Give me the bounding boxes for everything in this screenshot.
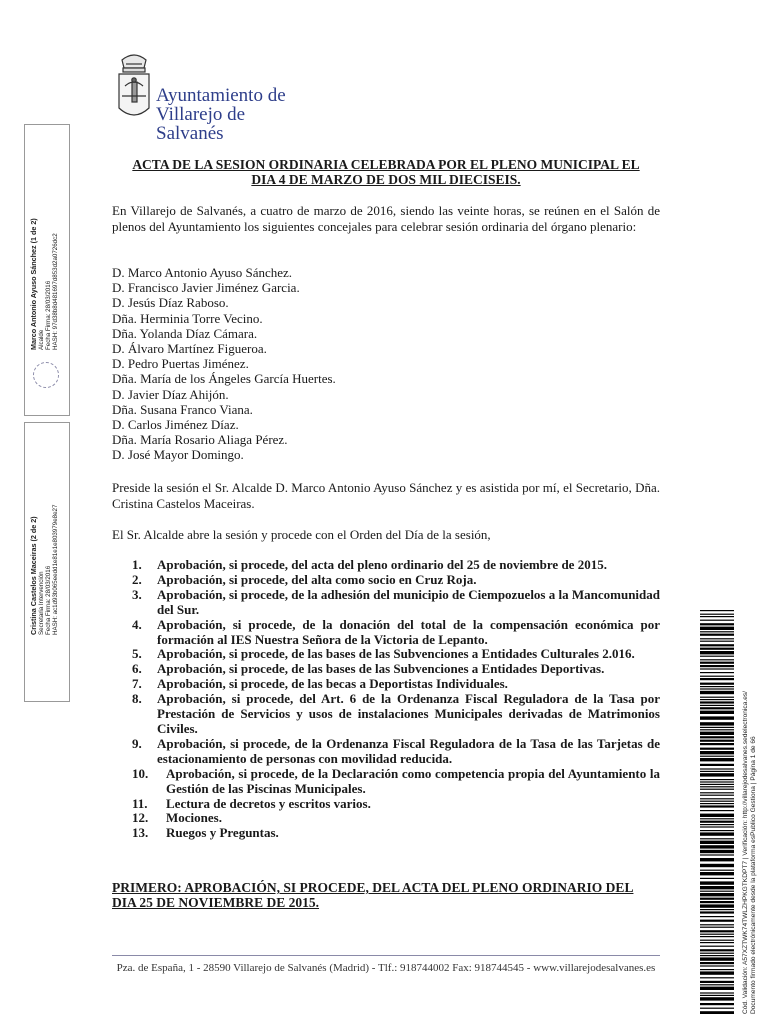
agenda-text: Aprobación, si procede, de la donación del total de la compensación económica por formación al IES Nuestra Señora de la Victoria de Lepanto. (157, 616, 660, 647)
agenda-number: 11. (132, 795, 148, 811)
agenda-text: Aprobación, si procede, de las becas a Deportistas Individuales. (157, 676, 508, 692)
attendee-item: D. Marco Antonio Ayuso Sánchez. (112, 265, 293, 280)
signature-1-name: Marco Antonio Ayuso Sánchez (1 de 2) (29, 218, 38, 350)
document-title (112, 157, 660, 187)
agenda-item (112, 826, 660, 841)
agenda-number: 12. (132, 810, 149, 826)
signature-2-hash: HASH: ac1d93b065eedd1e81e1e803979e8e27 (52, 504, 59, 635)
agenda-number: 4. (132, 616, 142, 632)
footer-divider (112, 955, 660, 956)
signature-1-role: Alcalde (38, 329, 45, 350)
attendee-item: Dña. Yolanda Díaz Cámara. (112, 325, 258, 341)
presides-paragraph: Preside la sesión el Sr. Alcalde D. Marco Antonio Ayuso Sánchez y es asistida por mí, el Secretario, Dña. Cristina Castelos Maceiras. (112, 480, 660, 511)
agenda-item (112, 767, 660, 797)
signature-1-date: Fecha Firma: 28/03/2016 (45, 280, 52, 350)
signature-box-2 (24, 422, 70, 702)
agenda-text: Ruegos y Preguntas. (166, 825, 279, 841)
agenda-number: 13. (132, 825, 149, 841)
page-footer: Pza. de España, 1 - 28590 Villarejo de Salvanés (Madrid) - Tlf.: 918744002 Fax: 918744545 - www.villarejodesalvanes.es (116, 962, 656, 974)
agenda-number: 6. (132, 661, 142, 677)
opening-paragraph: El Sr. Alcalde abre la sesión y procede con el Orden del Día de la sesión, (112, 527, 491, 542)
attendee-item: Dña. Herminia Torre Vecino. (112, 310, 263, 326)
agenda-text: Mociones. (166, 810, 222, 826)
signature-1-text (30, 218, 59, 350)
attendee-item: Dña. Susana Franco Viana. (112, 401, 253, 417)
title-line-1: ACTA DE LA SESION ORDINARIA CELEBRADA POR EL PLENO MUNICIPAL EL (132, 157, 640, 172)
agenda-item (112, 662, 660, 677)
coat-of-arms-icon (112, 52, 156, 138)
agenda-item (112, 647, 660, 662)
attendee-item: D. Álvaro Martínez Figueroa. (112, 341, 267, 357)
agenda-text: Aprobación, si procede, del alta como socio en Cruz Roja. (157, 571, 477, 587)
agenda-item (112, 737, 660, 767)
attendee-item: D. Jesús Díaz Raboso. (112, 295, 229, 311)
signature-2-date: Fecha Firma: 28/03/2016 (45, 565, 52, 635)
agenda-text: Aprobación, si procede, de las bases de las Subvenciones a Entidades Deportivas. (157, 661, 605, 677)
validation-code-text (742, 691, 758, 1014)
agenda-text: Aprobación, si procede, del acta del pleno ordinario del 25 de noviembre de 2015. (157, 557, 607, 572)
attendee-list (112, 265, 336, 463)
attendee-item: D. Pedro Puertas Jiménez. (112, 356, 249, 372)
attendee-item: D. Carlos Jiménez Díaz. (112, 417, 239, 433)
agenda-list (112, 558, 660, 841)
agenda-number: 1. (132, 557, 142, 572)
logo-line-2: Villarejo de Salvanés (156, 104, 246, 144)
attendee-item: D. Javier Díaz Ahijón. (112, 386, 229, 402)
section-heading-primero: PRIMERO: APROBACIÓN, SI PROCEDE, DEL ACTA DEL PLENO ORDINARIO DEL DIA 25 DE NOVIEMBRE DE 2015. (112, 880, 634, 910)
intro-paragraph: En Villarejo de Salvanés, a cuatro de marzo de 2016, siendo las veinte horas, se reúnen en el Salón de plenos del Ayuntamiento los siguientes concejales para celebrar sesión ordinaria del órgano plenario: (112, 203, 660, 234)
agenda-item (112, 588, 660, 618)
agenda-number: 9. (132, 735, 142, 751)
agenda-number: 10. (132, 765, 149, 781)
attendee-item: Dña. María de los Ángeles García Huertes. (112, 371, 336, 387)
agenda-number: 7. (132, 676, 142, 692)
agenda-text: Aprobación, si procede, del Art. 6 de la Ordenanza Fiscal Reguladora de la Tasa por Prestación de Servicios y usos de instalaciones Municipales derivadas de Matrimonios Civiles. (157, 691, 660, 736)
logo-wordmark (156, 86, 302, 143)
agenda-text: Aprobación, si procede, de la Declaración como competencia propia del Ayuntamiento la Gestión de las Piscinas Municipales. (166, 765, 660, 796)
agenda-item (112, 797, 660, 812)
agenda-item (112, 692, 660, 737)
signature-2-text (30, 505, 59, 635)
agenda-number: 8. (132, 691, 142, 707)
agenda-item (112, 811, 660, 826)
attendee-item: D. Francisco Javier Jiménez Garcia. (112, 280, 300, 296)
agenda-number: 5. (132, 646, 142, 662)
agenda-text: Aprobación, si procede, de la Ordenanza Fiscal Reguladora de la Tasa de las Tarjetas de estacionamiento de personas con movilidad reducida. (157, 735, 660, 766)
validation-line-2: Documento firmado electrónicamente desde la plataforma esPublico Gestiona | Página 1 de 66 (750, 736, 757, 1014)
agenda-item (112, 558, 660, 573)
agenda-text: Aprobación, si procede, de la adhesión del municipio de Ciempozuelos a la Mancomunidad del Sur. (157, 586, 660, 617)
attendee-item: D. José Mayor Domingo. (112, 447, 244, 463)
signature-1-hash: HASH: 97d38b8d481697d853d2a0726dc2 (52, 233, 59, 350)
agenda-number: 2. (132, 571, 142, 587)
logo-line-1: Ayuntamiento de (156, 85, 286, 106)
municipal-logo (112, 52, 302, 144)
signature-2-role: Secretaria Intervención (38, 571, 45, 635)
agenda-item (112, 573, 660, 588)
agenda-item (112, 618, 660, 648)
agenda-item (112, 677, 660, 692)
barcode-icon (700, 610, 734, 1014)
agenda-number: 3. (132, 586, 142, 602)
title-line-2: DIA 4 DE MARZO DE DOS MIL DIECISEIS. (251, 172, 521, 187)
signature-2-name: Cristina Castelos Maceiras (2 de 2) (29, 516, 38, 635)
attendee-item: Dña. María Rosario Aliaga Pérez. (112, 432, 288, 448)
validation-line-1: Cód. Validación: A57XZTWK74TWLZHPKGTKDPT7 | Verificación: http://villarejodesalvanes.sedelectronica.es/ (742, 691, 749, 1014)
agenda-text: Lectura de decretos y escritos varios. (166, 795, 371, 811)
seal-stamp-icon (33, 362, 59, 388)
agenda-text: Aprobación, si procede, de las bases de las Subvenciones a Entidades Culturales 2.016. (157, 646, 635, 662)
